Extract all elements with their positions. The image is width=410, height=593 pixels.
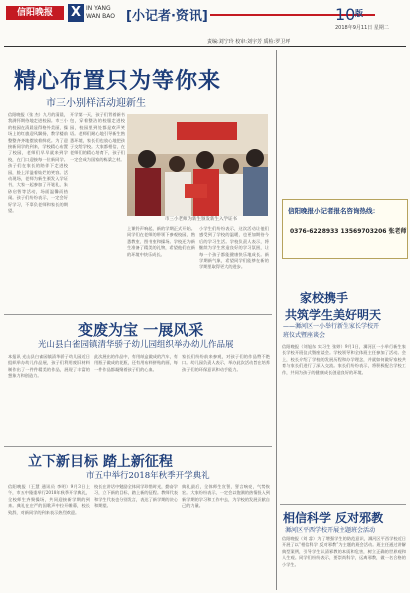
masthead bbox=[0, 0, 410, 40]
story3-rule bbox=[4, 446, 272, 447]
brand-letter: X bbox=[68, 4, 84, 22]
story3-column1: 信阳晚报（王慧 通讯员 李明）9月3日上午，市五中隆重举行2018年秋季开学典礼，全校师生齐聚操场，共同迎接新学期的到来。典礼在庄严的国歌声中拉开帷幕，校长致辞，对新同学的到来表示热烈欢迎。 bbox=[8, 484, 90, 515]
page-number: 10 bbox=[335, 5, 356, 24]
english-name-line1: IN YANG bbox=[86, 5, 111, 12]
story2-subhead: 光山县白雀园镇清华骄子幼儿园组织举办幼儿作品展 bbox=[38, 340, 234, 350]
editor-credits: 责编:刘宁玲 校审:刘宇芳 质检:罗卫坪 bbox=[207, 39, 291, 45]
story3-subhead: 市五中举行2018年秋季开学典礼 bbox=[86, 471, 210, 481]
story5-headline: 相信科学 反对邪教 bbox=[283, 511, 384, 525]
story3-column2: 校长在讲话中勉励全体同学珍惜时光，勤奋学习，立下新的目标，踏上新的征程。教师代表和学生代表也分别发言，表达了新学期的决心和期望。 bbox=[94, 484, 178, 509]
story1-headline: 精心布置只为等你来 bbox=[14, 68, 222, 94]
story5-body: 信阳晚报（刘 睿）为了增强学生的防范意识，浉河区平西学校近日开展了以“相信科学 反对邪教”为主题的班会活动。班主任通过讲解典型案例，引导学生认清邪教的本质和危害，树立正确的世界观和人生观。同学们纷纷表示，要崇尚科学，远离邪教，做一名合格的小学生。 bbox=[282, 536, 406, 567]
story5-rule bbox=[280, 504, 406, 505]
hotline-ad-title: 信阳晚报小记者报名咨询热线： bbox=[288, 207, 379, 215]
english-name-line2: WAN BAO bbox=[86, 13, 115, 20]
story2-column1: 本报讯 光山县白雀园镇清华骄子幼儿园近日组织举办幼儿作品展，孩子们利用废旧材料制作出了一件件精美的作品，展现了丰富的想象力和创造力。 bbox=[8, 354, 90, 379]
story4-headline-line1: 家校携手 bbox=[300, 291, 349, 305]
english-name bbox=[86, 5, 115, 21]
story4-headline-line2: 共筑学生美好明天 bbox=[285, 308, 382, 322]
newspaper-logo: 信阳晚报 bbox=[6, 6, 64, 20]
classroom-photo-illustration bbox=[127, 114, 268, 216]
story2-rule bbox=[4, 314, 272, 315]
story4-subhead-line1: ——浉河区一小举行新生家长学校开 bbox=[283, 323, 380, 330]
story4-subhead-line2: 班仪式暨座谈会 bbox=[283, 332, 326, 339]
column-divider bbox=[276, 50, 277, 590]
story2-headline: 变废为宝 一展风采 bbox=[78, 321, 204, 339]
header-rule bbox=[4, 46, 406, 47]
page-suffix: 版 bbox=[355, 8, 363, 18]
story4-body: 信阳晚报（刘旭东 实习生 张婷）9月1日，浉河区一小举行新生家长学校开班仪式暨座谈会。学校领导和全体班主任参加了活动。会上，校长介绍了学校的发展历程和办学理念，并就如何做好家校共育与家长们进行了深入交流。家长们纷纷表示，将积极配合学校工作，共同为孩子的健康成长创造良好的环境。 bbox=[282, 344, 406, 375]
story2-column2: 此次展出的作品中，有用纸盒做成的汽车，有用瓶子做成的花瓶，还有用布料拼贴的画，每一件作品都凝聚着孩子们的心血。 bbox=[94, 354, 178, 372]
story1-photo bbox=[127, 114, 268, 216]
story1-column3: 小学生们纷纷表示，这次活动让他们感受到了学校的温暖，也更加期待今后的学习生活。学校负责人表示，将继续为学生营造良好的学习氛围，让每一个孩子都能健康快乐地成长。新学期新气象，希望同学们能够在新的学期里取得更大的进步。 bbox=[199, 226, 269, 270]
hotline-ad-phone: 0376-6228933 13569703206 张老师 bbox=[290, 228, 407, 235]
story1-photo-caption: 市三小老师为新生颁发新生入学证书 bbox=[165, 217, 237, 222]
story5-subhead: 浉河区平西学校开展主题班会活动 bbox=[285, 527, 376, 534]
story1-subhead: 市三小别样活动迎新生 bbox=[46, 98, 146, 109]
story2-column3: 家长们纷纷前来参观，对孩子们的作品赞不绝口。幼儿园负责人表示，举办此次活动旨在培养孩子们的环保意识和动手能力。 bbox=[182, 354, 270, 372]
story3-headline: 立下新目标 踏上新征程 bbox=[28, 454, 173, 470]
story1-column1b: 开学第一天，孩子们背着新书包，穿着整洁的校服走进校园，校园里到处都是欢声笑语。老师们耐心地引导新生熟悉环境，家长们也放心地把孩子交给学校。大家都相信，在老师们的精心培育下，孩子们一定会成为国家的栋梁之材。 bbox=[70, 112, 125, 162]
section-title: [小记者·资讯] bbox=[126, 9, 208, 24]
story1-column2: 上课铃声响起，新的学期正式开始。同学们在老师的带领下参观校园，熟悉教室、图书室和操场。学校还为新生准备了精美的礼物，希望他们在新的环境中快乐成长。 bbox=[127, 226, 195, 257]
story3-column3: 典礼最后，全体师生宣誓，誓言响亮，气势恢宏。大家纷纷表示，一定会以饱满的热情投入到新学期的学习和工作中去，为学校的发展贡献自己的力量。 bbox=[182, 484, 270, 509]
story1-column1: 信阳晚报（张 杰）九月的清晨，我满怀期待地走进校园。市三小的校园在清晨显得格外美丽，操场上的红旗迎风飘扬，教学楼前整整齐齐地摆放着鲜花。为了迎接新同学的到来，学校精心布置了校园，老师们早早就来到学校，在门口迎接每一位新同学。孩子们在家长的陪伴下走进校园，脸上洋溢着灿烂的笑容。活动现场，老师为新生颁发入学证书，大家一起参加了开笔礼、朱砂启智等活动，场面温馨而热闹。孩子们纷纷表示，一定会好好学习，不辜负老师和家长的期望。 bbox=[8, 112, 68, 214]
issue-date: 2018年9月11日 星期二 bbox=[335, 25, 389, 31]
